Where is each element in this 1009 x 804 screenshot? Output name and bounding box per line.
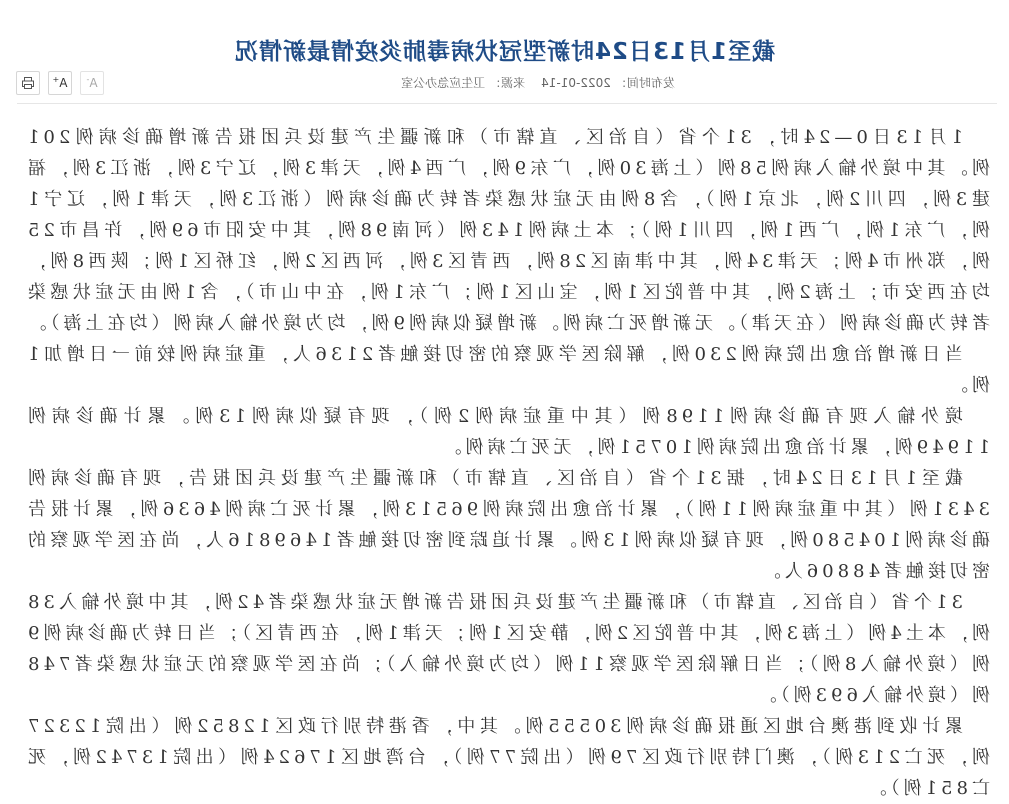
- font-decrease-sign: -: [86, 75, 90, 84]
- article-meta: [363, 74, 709, 92]
- article-paragraph: 当日新增治愈出院病例230例，解除医学观察的密切接触者2136人，重症病例较前一日增加1例。: [24, 344, 990, 396]
- font-decrease-letter: A: [89, 76, 98, 90]
- printer-icon: [17, 76, 39, 90]
- font-increase-sign: +: [52, 75, 60, 84]
- print-button[interactable]: [16, 71, 40, 95]
- source-name: 卫生应急办公室: [401, 76, 486, 90]
- font-increase-letter: A: [59, 76, 68, 90]
- header-divider: [17, 103, 997, 104]
- article-paragraph: 1月13日0—24时，31个省（自治区、直辖市）和新疆生产建设兵团报告新增确诊病例201例。其中境外输入病例58例（上海30例，广东9例，广西4例，天津3例，辽宁3例，浙江3例，福建3例，四川2例，北京1例），含8例由无症状感染者转为确诊病例（浙江3例，天津1例，辽宁1例，广东1例，广西1例，四川1例）；本土病例143例（河南98例，其中安阳市69例，许昌市25例，郑州市4例；天津34例，其中津南区28例，西青区3例，河西区2例，红桥区1例；陕西8例，均在西安市；上海2例，其中普陀区1例，宝山区1例；广东1例，在中山市），含1例由无症状感染者转为确诊病例（在天津）。无新增死亡病例。新增疑似病例9例，均为境外输入病例（均在上海）。: [24, 127, 990, 334]
- article-paragraph: 截至1月13日24时，据31个省（自治区、直辖市）和新疆生产建设兵团报告，现有确诊病例3431例（其中重症病例11例），累计治愈出院病例96513例，累计死亡病例4636例，累计报告确诊病例104580例，现有疑似病例13例。累计追踪到密切接触者1469816人，尚在医学观察的密切接触者48806人。: [24, 468, 990, 582]
- article-paragraph: 31个省（自治区、直辖市）和新疆生产建设兵团报告新增无症状感染者42例，其中境外输入38例，本土4例（上海3例，其中普陀区2例，静安区1例；天津1例，在西青区）；当日转为确诊病例9例（境外输入8例）；当日解除医学观察11例（均为境外输入）；尚在医学观察的无症状感染者748例（境外输入693例）。: [24, 592, 990, 706]
- source-label: 来源：: [489, 76, 526, 90]
- article-paragraph: 累计收到港澳台地区通报确诊病例30555例。其中，香港特别行政区12852例（出院12327例，死亡213例），澳门特别行政区79例（出院77例），台湾地区17624例（出院13742例，死亡851例）。: [24, 716, 990, 799]
- font-increase-button[interactable]: [48, 71, 72, 95]
- publish-label: 发布时间：: [614, 76, 675, 90]
- page-title: 截至1月13日24时新型冠状病毒肺炎疫情最新情况: [233, 39, 776, 66]
- article-body: [24, 122, 990, 799]
- publish-date: 2022-01-14: [541, 76, 611, 90]
- article-paragraph: 境外输入现有确诊病例1198例（其中重症病例2例），现有疑似病例13例。累计确诊病例11949例，累计治愈出院病例10751例，无死亡病例。: [24, 406, 990, 458]
- font-decrease-button[interactable]: [80, 71, 104, 95]
